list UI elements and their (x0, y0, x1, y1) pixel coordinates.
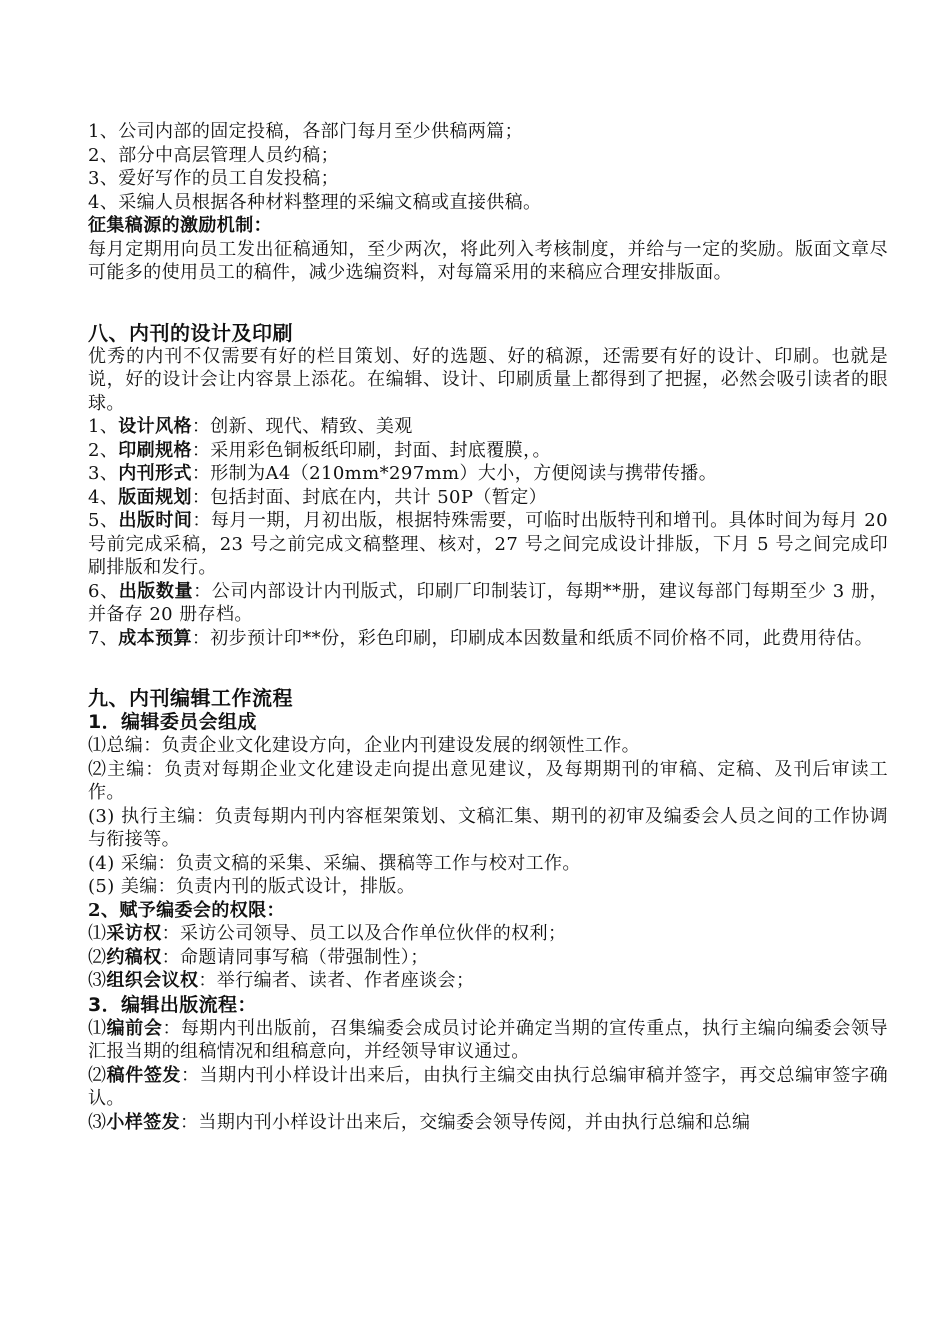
list-item: (4) 采编：负责文稿的采集、采编、撰稿等工作与校对工作。 (88, 852, 581, 874)
source-item: 1、公司内部的固定投稿，各部门每月至少供稿两篇； (88, 121, 524, 142)
list-item: ⑴总编：负责企业文化建设方向，企业内刊建设发展的纲领性工作。 (88, 735, 640, 756)
list-item: 7、成本预算：初步预计印**份，彩色印刷，印刷成本因数量和纸质不同价格不同，此费用待估。 (88, 627, 874, 649)
incentive-paragraph: 每月定期用向员工发出征稿通知，至少两次，将此列入考核制度，并给与一定的奖励。版面文章尽可能多的使用员工的稿件，减少选编资料，对每篇采用的来稿应合理安排版面。 (88, 238, 888, 283)
subsection-title: 1．编辑委员会组成 (88, 711, 257, 733)
list-item: ⑶组织会议权：举行编者、读者、作者座谈会； (88, 970, 475, 991)
committee-list (88, 734, 888, 899)
source-list (88, 120, 888, 214)
section-8-intro: 优秀的内刊不仅需要有好的栏目策划、好的选题、好的稿源，还需要有好的设计、印刷。也就是说，好的设计会让内容景上添花。在编辑、设计、印刷质量上都得到了把握，必然会吸引读者的眼球。 (88, 345, 888, 414)
list-item: ⑵主编：负责对每期企业文化建设走向提出意见建议，及每期期刊的审稿、定稿、及刊后审读工作。 (88, 758, 888, 803)
list-item: 5、出版时间：每月一期，月初出版，根据特殊需要，可临时出版特刊和增刊。具体时间为每月 20 号前完成采稿，23 号之前完成文稿整理、核对，27 号之间完成设计排版，下月 5 号之间完成印刷排版和发行。 (88, 510, 888, 578)
list-item: ⑴采访权：采访公司领导、员工以及合作单位伙伴的权利； (88, 923, 567, 944)
source-item: 2、部分中高层管理人员约稿； (88, 144, 340, 166)
list-item: 1、设计风格：创新、现代、精致、美观 (88, 416, 413, 437)
list-item: 4、版面规划：包括封面、封底在内，共计 50P（暂定） (88, 486, 548, 508)
list-item: ⑶小样签发：当期内刊小样设计出来后，交编委会领导传阅，并由执行总编和总编 (88, 1111, 751, 1133)
section-9-title: 九、内刊编辑工作流程 (88, 686, 293, 710)
list-item: ⑵稿件签发：当期内刊小样设计出来后，由执行主编交由执行总编审稿并签字，再交总编审签字确认。 (88, 1064, 888, 1109)
authority-list (88, 922, 888, 993)
source-item: 4、采编人员根据各种材料整理的采编文稿或直接供稿。 (88, 191, 542, 213)
subsection-title: 2、赋予编委会的权限： (88, 899, 285, 921)
publishing-process-list (88, 1017, 888, 1135)
source-item: 3、爱好写作的员工自发投稿； (88, 168, 340, 189)
incentive-heading: 征集稿源的激励机制： (88, 215, 272, 236)
list-item: 6、出版数量：公司内部设计内刊版式，印刷厂印制装订，每期**册，建议每部门每期至少 3 册，并备存 20 册存档。 (88, 580, 888, 625)
subsection-title: 3．编辑出版流程： (88, 993, 257, 1016)
list-item: 3、内刊形式：形制为A4（210mm*297mm）大小，方便阅读与携带传播。 (88, 463, 718, 484)
list-item: 2、印刷规格：采用彩色铜板纸印刷，封面、封底覆膜，。 (88, 439, 551, 461)
section-8-list (88, 415, 888, 650)
document-page (88, 120, 888, 1134)
list-item: (5) 美编：负责内刊的版式设计，排版。 (88, 876, 416, 897)
list-item: ⑵约稿权：命题请同事写稿（带强制性）； (88, 946, 429, 968)
list-item: ⑴编前会：每期内刊出版前，召集编委会成员讨论并确定当期的宣传重点，执行主编向编委会领导汇报当期的组稿情况和组稿意向，并经领导审议通过。 (88, 1017, 888, 1062)
section-8-title: 八、内刊的设计及印刷 (88, 320, 293, 345)
list-item: (3) 执行主编：负责每期内刊内容框架策划、文稿汇集、期刊的初审及编委会人员之间的工作协调与衔接等。 (88, 805, 888, 850)
